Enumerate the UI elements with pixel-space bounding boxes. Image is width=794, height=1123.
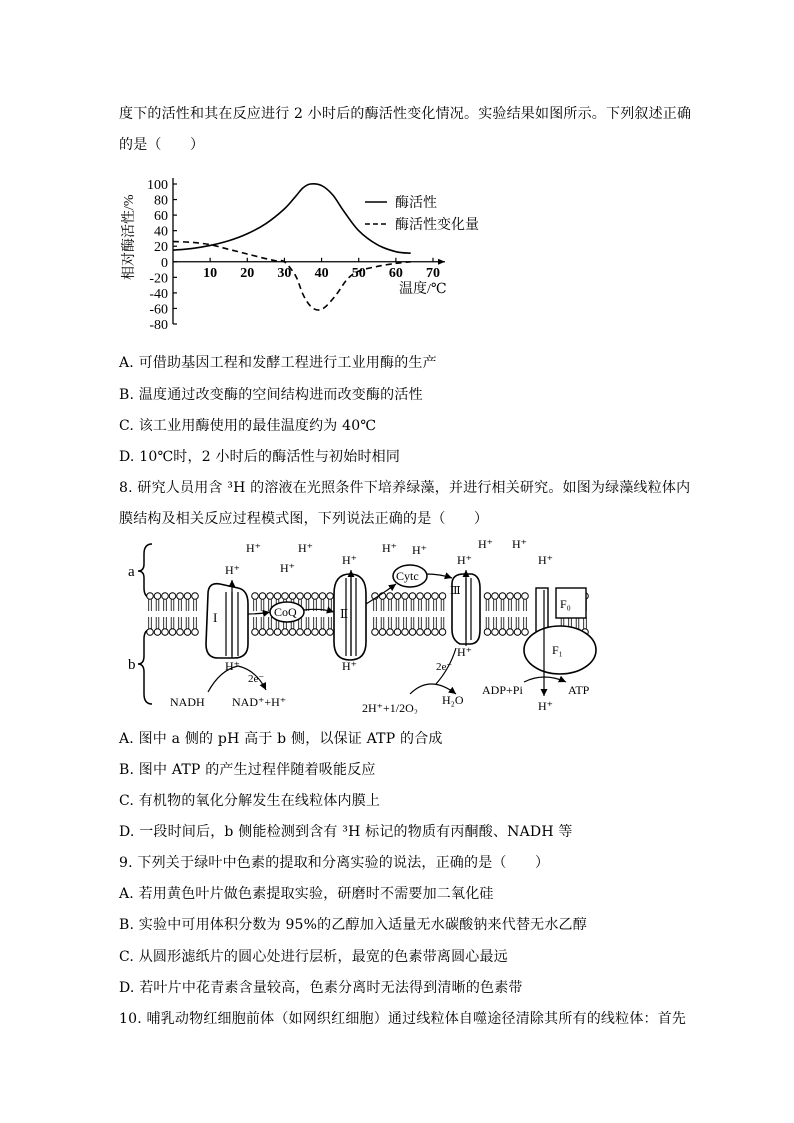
complex-2: [334, 574, 366, 660]
q7-stem-line1: 度下的活性和其在反应进行 2 小时后的酶活性变化情况。实验结果如图所示。下列叙述正确: [119, 106, 692, 122]
h-plus-label: H⁺: [478, 537, 493, 551]
q8-option-b: B. 图中 ATP 的产生过程伴随着吸能反应: [119, 762, 376, 778]
q7-option-c: C. 该工业用酶使用的最佳温度约为 40℃: [119, 418, 377, 434]
phospholipid-head: [297, 593, 304, 600]
phospholipid-head: [274, 593, 281, 600]
phospholipid-head: [147, 629, 154, 636]
phospholipid-head: [394, 629, 401, 636]
side-b-label: b: [128, 657, 136, 673]
q9-stem: 9. 下列关于绿叶中色素的提取和分离实验的说法，正确的是（ ）: [119, 855, 550, 871]
phospholipid-head: [484, 629, 491, 636]
phospholipid-head: [282, 629, 289, 636]
phospholipid-head: [424, 593, 431, 600]
atp-label: ATP: [568, 683, 590, 697]
phospholipid-head: [289, 629, 296, 636]
phospholipid-head: [424, 629, 431, 636]
x-tick-label: 50: [351, 265, 366, 281]
phospholipid-head: [259, 629, 266, 636]
phospholipid-head: [267, 629, 274, 636]
water-label: H₂O: [442, 693, 464, 707]
side-a-label: a: [128, 564, 135, 580]
phospholipid-head: [177, 629, 184, 636]
coq-label: CoQ: [274, 605, 297, 619]
h-plus-label: H⁺: [457, 553, 472, 567]
h-plus-label: H⁺: [512, 537, 527, 551]
enzyme-activity-chart-svg: [115, 168, 495, 338]
phospholipid-head: [147, 593, 154, 600]
phospholipid-head: [439, 629, 446, 636]
f0-label: F₀: [560, 597, 571, 611]
phospholipid-head: [162, 593, 169, 600]
legend-label: 酶活性变化量: [395, 218, 479, 233]
h-plus-label: H⁺: [225, 659, 240, 673]
side-b-brace: [128, 629, 152, 704]
y-tick-label: 20: [154, 240, 168, 256]
y-tick-label: -80: [149, 318, 168, 333]
electron-label: 2e⁻: [436, 661, 453, 673]
phospholipid-head: [169, 593, 176, 600]
phospholipid-head: [162, 629, 169, 636]
q7-option-b: B. 温度通过改变酶的空间结构进而改变酶的活性: [119, 387, 423, 403]
phospholipid-head: [154, 593, 161, 600]
phospholipid-head: [432, 593, 439, 600]
phospholipid-head: [184, 593, 191, 600]
atp-reaction: [482, 677, 590, 697]
phospholipid-head: [492, 629, 499, 636]
phospholipid-head: [439, 593, 446, 600]
y-tick-label: 40: [154, 224, 168, 240]
phospholipid-head: [289, 593, 296, 600]
h-plus-label: H⁺: [246, 541, 261, 555]
phospholipid-head: [499, 593, 506, 600]
phospholipid-head: [432, 629, 439, 636]
phospholipid-head: [192, 629, 199, 636]
phospholipid-head: [154, 629, 161, 636]
phospholipid-head: [372, 629, 379, 636]
y-tick-label: -20: [149, 271, 168, 287]
phospholipid-head: [394, 593, 401, 600]
chart-x-label: 温度/℃: [399, 281, 447, 297]
complex-1-label: I: [213, 610, 218, 625]
y-tick-label: -40: [149, 286, 168, 302]
phospholipid-head: [169, 629, 176, 636]
phospholipid-head: [327, 593, 334, 600]
oxygen-reactant-label: 2H⁺+1/2O₂: [362, 701, 418, 714]
q9-option-c: C. 从圆形滤纸片的圆心处进行层析，最宽的色素带离圆心最远: [119, 949, 508, 965]
q9-option-d: D. 若叶片中花青素含量较高，色素分离时无法得到清晰的色素带: [119, 980, 523, 996]
phospholipid-head: [312, 629, 319, 636]
h-plus-label: H⁺: [382, 541, 397, 555]
phospholipid-head: [259, 593, 266, 600]
mitochondrial-membrane-diagram: [120, 534, 610, 714]
q7-stem-line2: 的是（ ）: [119, 137, 205, 153]
h-plus-label: H⁺: [298, 541, 313, 555]
phospholipid-head: [274, 629, 281, 636]
q7-option-a: A. 可借助基因工程和发酵工程进行工业用酶的生产: [119, 355, 437, 371]
phospholipid-head: [409, 629, 416, 636]
water-reaction: [362, 648, 464, 714]
h-plus-label: H⁺: [225, 563, 240, 577]
complex-3: [450, 574, 480, 644]
phospholipid-head: [327, 629, 334, 636]
x-tick-label: 30: [277, 265, 292, 281]
h-plus-label: H⁺: [538, 699, 553, 713]
h-plus-label: H⁺: [538, 553, 553, 567]
phospholipid-head: [267, 593, 274, 600]
h-plus-label: H⁺: [412, 543, 427, 557]
side-a-brace: [128, 544, 152, 598]
phospholipid-head: [177, 593, 184, 600]
phospholipid-head: [507, 593, 514, 600]
y-tick-label: 0: [161, 255, 168, 271]
phospholipid-head: [522, 593, 529, 600]
phospholipid-head: [387, 629, 394, 636]
q8-stem-line1: 8. 研究人员用含 ³H 的溶液在光照条件下培养绿藻，并进行相关研究。如图为绿藻线粒体内: [119, 480, 691, 496]
x-tick-label: 70: [426, 265, 440, 281]
phospholipid-head: [252, 593, 259, 600]
phospholipid-head: [312, 593, 319, 600]
phospholipid-head: [319, 593, 326, 600]
complex-1: [206, 584, 248, 658]
phospholipid-head: [514, 629, 521, 636]
q8-option-a: A. 图中 a 侧的 pH 高于 b 侧，以保证 ATP 的合成: [119, 731, 443, 747]
cytc: [393, 565, 427, 587]
phospholipid-head: [484, 593, 491, 600]
phospholipid-head: [499, 629, 506, 636]
x-tick-label: 20: [240, 265, 255, 281]
phospholipid-head: [319, 629, 326, 636]
phospholipid-head: [514, 593, 521, 600]
x-tick-label: 40: [314, 265, 329, 281]
y-tick-label: 100: [147, 178, 168, 193]
complex-3-label: Ⅲ: [450, 585, 461, 597]
phospholipid-head: [304, 629, 311, 636]
phospholipid-head: [507, 629, 514, 636]
membrane-diagram-svg: [120, 534, 610, 714]
legend-label: 酶活性: [395, 196, 437, 211]
f1-label: F₁: [552, 643, 563, 657]
cytc-label: Cytc: [396, 569, 419, 583]
phospholipid-head: [252, 629, 259, 636]
nadh-label: NADH: [170, 695, 205, 709]
h-plus-label: H⁺: [342, 553, 357, 567]
phospholipid-head: [417, 593, 424, 600]
complex-2-label: Ⅱ: [340, 607, 349, 621]
h-plus-label: H⁺: [342, 659, 357, 673]
q9-option-b: B. 实验中可用体积分数为 95%的乙醇加入适量无水碳酸钠来代替无水乙醇: [119, 917, 587, 933]
q8-option-d: D. 一段时间后，b 侧能检测到含有 ³H 标记的物质有丙酮酸、NADH 等: [119, 824, 573, 840]
phospholipid-head: [522, 629, 529, 636]
q9-option-a: A. 若用黄色叶片做色素提取实验，研磨时不需要加二氧化硅: [119, 886, 494, 902]
enzyme-activity-line: [173, 184, 411, 253]
x-tick-label: 60: [388, 265, 403, 281]
q8-option-c: C. 有机物的氧化分解发生在线粒体内膜上: [119, 793, 381, 809]
coq: [270, 602, 304, 622]
x-axis-arrow: [438, 259, 445, 265]
x-tick-label: 10: [203, 265, 218, 281]
phospholipid-head: [379, 629, 386, 636]
electron-label: 2e⁻: [248, 673, 265, 685]
h-plus-label: H⁺: [280, 561, 295, 575]
phospholipid-head: [402, 629, 409, 636]
phospholipid-head: [297, 629, 304, 636]
phospholipid-head: [417, 629, 424, 636]
phospholipid-head: [387, 593, 394, 600]
y-tick-label: 80: [154, 193, 168, 209]
phospholipid-head: [304, 593, 311, 600]
q8-stem-line2: 膜结构及相关反应过程模式图，下列说法正确的是（ ）: [119, 511, 489, 527]
q10-stem-line1: 10. 哺乳动物红细胞前体（如网织红细胞）通过线粒体自噬途径清除其所有的线粒体：首先: [119, 1011, 687, 1027]
phospholipid-head: [402, 593, 409, 600]
y-tick-label: -60: [149, 302, 168, 318]
phospholipid-head: [492, 593, 499, 600]
phospholipid-head: [282, 593, 289, 600]
phospholipid-head: [409, 593, 416, 600]
h-plus-label: H⁺: [457, 645, 472, 659]
q7-option-d: D. 10℃时，2 小时后的酶活性与初始时相同: [119, 449, 401, 465]
phospholipid-head: [192, 593, 199, 600]
y-tick-label: 60: [154, 209, 168, 225]
enzyme-activity-chart: [115, 168, 495, 338]
phospholipid-head: [184, 629, 191, 636]
adp-pi-label: ADP+Pi: [482, 683, 523, 697]
chart-y-label: 相对酶活性/%: [122, 194, 137, 280]
nad-label: NAD⁺+H⁺: [232, 695, 287, 709]
